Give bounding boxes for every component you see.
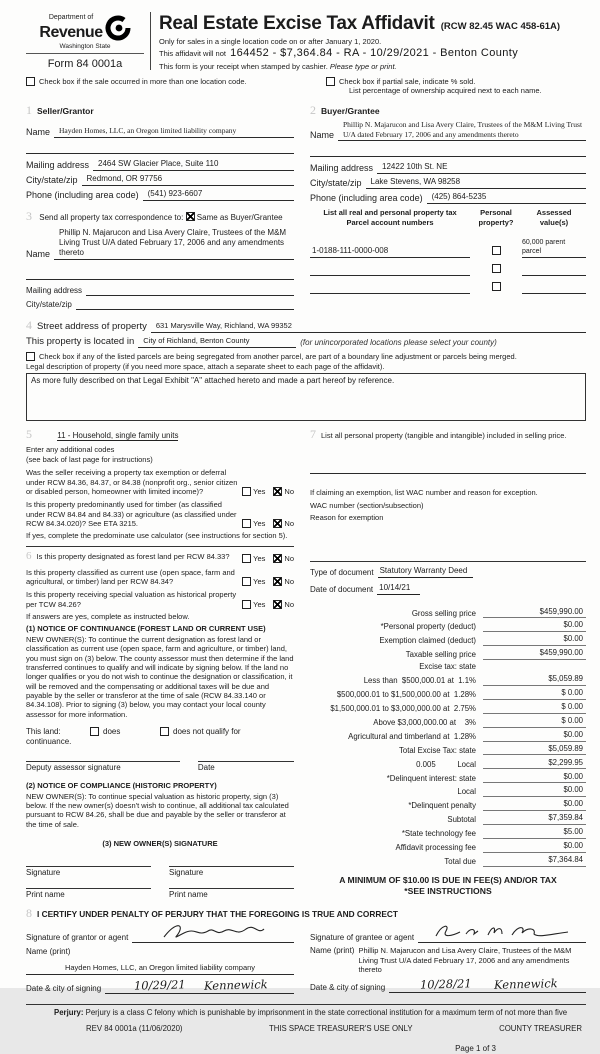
new-owners-signature-title: (3) NEW OWNER(S) SIGNATURE: [102, 839, 218, 848]
parcel-table: List all real and personal property tax Parcel account numbers Personal property? Assessed value(s) 1-0188-111-0000-008 60,000 parent parcel: [310, 208, 586, 294]
form-subtitle-3-emphasis: Please type or print.: [329, 61, 397, 71]
correspondence-mailing-field[interactable]: [86, 285, 294, 296]
section-6-number: 6: [26, 549, 32, 562]
seller-mailing-field[interactable]: 2464 SW Glacier Place, Suite 110: [93, 159, 294, 171]
correspondence-citystate-label: City/state/zip: [26, 299, 72, 309]
assessed-value-field-3[interactable]: [522, 283, 586, 294]
tax-correspondence-label: Send all property tax correspondence to:: [39, 212, 184, 222]
see-back-label: (see back of last page for instructions): [26, 454, 153, 464]
grantor-city-handwritten[interactable]: Kennewick: [203, 976, 268, 993]
dor-logo-block: [26, 10, 144, 72]
type-of-document-field[interactable]: Statutory Warranty Deed: [378, 566, 474, 578]
q1-no-checkbox[interactable]: [273, 487, 282, 496]
buyer-citystate-field[interactable]: Lake Stevens, WA 98258: [366, 177, 586, 189]
q1-yes-checkbox[interactable]: [242, 487, 251, 496]
section-5-number: 5: [26, 427, 32, 442]
parcel-number-field[interactable]: 1-0188-111-0000-008: [310, 246, 470, 258]
footer-divider: [26, 1004, 586, 1005]
personal-property-list-line[interactable]: [310, 464, 586, 474]
seller-name-field[interactable]: Hayden Homes, LLC, an Oregon limited liability company: [54, 126, 294, 137]
grantee-date-city-label: Date & city of signing: [310, 982, 386, 992]
doc-info-divider: [310, 561, 586, 562]
buyer-heading: Buyer/Grantee: [321, 106, 380, 117]
legal-description-box[interactable]: As more fully described on that Legal Exhibit "A" attached hereto and made a part hereof by reference.: [26, 373, 586, 421]
land-use-code-value[interactable]: 11 - Household, single family units: [57, 431, 179, 441]
grantee-signature-scribble: [432, 922, 572, 942]
current-use-question: Is this property classified as current use (open space, farm and agricultural, or timber) land per RCW 84.34?: [26, 567, 235, 586]
seller-section: [26, 103, 294, 309]
parcel-col2-header: Personal: [480, 208, 512, 218]
page-number: Page 1 of 3: [455, 1043, 496, 1053]
does-label: does: [103, 727, 121, 737]
q2-no-checkbox[interactable]: [273, 519, 282, 528]
q3-yes-checkbox[interactable]: [242, 554, 251, 563]
tax-correspondence-section: [26, 209, 294, 224]
q4-yes-checkbox[interactable]: [242, 577, 251, 586]
buyer-name-field[interactable]: Phillip N. Majarucon and Lisa Avery Claire, Trustees of the M&M Living Trust U/A dated February 17, 2006 and any amendments thereto: [338, 120, 586, 141]
logo-revenue-text: Revenue: [39, 23, 103, 41]
grantee-signature-line[interactable]: [418, 926, 586, 943]
header-divider: [150, 12, 151, 70]
treasurer-space-label: THIS SPACE TREASURER'S USE ONLY: [269, 1023, 413, 1033]
street-address-field[interactable]: 631 Marysville Way, Richland, WA 99352: [151, 321, 586, 332]
assessed-value-field-2[interactable]: [522, 265, 586, 276]
exemption-deferral-question: Was the seller receiving a property tax exemption or deferral under RCW 84.36, 84.37, or 84.38 (nonprofit org., senior citizen or disabled person, homeowner with limited income)?: [26, 468, 238, 496]
q5-no-checkbox[interactable]: [273, 600, 282, 609]
located-in-note: (for unincorporated locations please select your county): [300, 337, 497, 347]
timber-agriculture-question: Is this property predominantly used for timber (as classified under RCW 84.84 and 84.33) or agriculture (as classified under RCW 84.34.020)? See ETA 3215.: [26, 500, 237, 528]
deputy-date-line[interactable]: Date: [198, 761, 294, 773]
perjury-note: Perjury: Perjury is a class C felony which is punishable by imprisonment in the state correctional institution for a maximum term of not more than five: [54, 1008, 568, 1018]
certify-statement: I CERTIFY UNDER PENALTY OF PERJURY THAT THE FOREGOING IS TRUE AND CORRECT: [37, 909, 398, 920]
buyer-phone-field[interactable]: (425) 864-5235: [427, 192, 586, 204]
correspondence-name-field[interactable]: Phillip N. Majarucon and Lisa Avery Claire, Trustees of the M&M Living Trust U/A dated February 17, 2006 and any amendments thereto: [54, 228, 294, 260]
tax-row-value[interactable]: $459,990.00: [483, 607, 586, 619]
grantee-name-print-label: Name (print): [310, 946, 355, 956]
county-treasurer-label: COUNTY TREASURER: [499, 1023, 582, 1033]
new-owner-signature-line-1[interactable]: Signature: [26, 866, 151, 878]
seller-name-extra-line[interactable]: [26, 144, 294, 154]
grantee-city-handwritten[interactable]: Kennewick: [493, 975, 558, 992]
section-3-number: 3: [26, 208, 32, 223]
segregated-parcel-checkbox[interactable]: [26, 352, 35, 361]
ownership-percent-label: List percentage of ownership acquired next to each name.: [349, 86, 542, 95]
rev-form-id: REV 84 0001a (11/06/2020): [86, 1023, 183, 1033]
q2-yes-checkbox[interactable]: [242, 519, 251, 528]
tax-row-label: Gross selling price: [411, 608, 476, 618]
land-does-not-qualify-checkbox[interactable]: [160, 727, 169, 736]
personal-property-checkbox-2[interactable]: [492, 264, 501, 273]
historical-property-question: Is this property receiving special valuation as historical property per TCW 84.26?: [26, 590, 237, 609]
no-label: No: [284, 486, 294, 496]
section-7-number: 7: [310, 427, 316, 442]
same-as-buyer-label: Same as Buyer/Grantee: [196, 212, 283, 222]
grantee-date-handwritten[interactable]: 10/28/21: [419, 975, 472, 992]
see-instructions-note: *SEE INSTRUCTIONS: [404, 885, 492, 896]
new-owner-printname-line-2[interactable]: Print name: [169, 888, 294, 900]
top-checkbox-row: [26, 77, 586, 96]
form-title: Real Estate Excise Tax Affidavit: [159, 13, 435, 34]
section-4-number: 4: [26, 317, 32, 332]
logo-state-text: Washington State: [26, 43, 144, 54]
grantor-date-city-label: Date & city of signing: [26, 984, 102, 994]
forest-land-question: Is this property designated as forest land per RCW 84.33?: [36, 551, 230, 561]
form-rcw-ref: (RCW 82.45 WAC 458-61A): [440, 21, 561, 32]
form-number: Form 84 0001a: [47, 57, 123, 70]
partial-sale-checkbox[interactable]: [326, 77, 335, 86]
parcel-number-field-2[interactable]: [310, 265, 470, 276]
footer-row: [26, 1024, 586, 1034]
buyer-name-label: Name: [310, 129, 335, 140]
parcel-col3-header: Assessed: [536, 208, 572, 218]
grantor-name-print-label: Name (print): [26, 947, 71, 957]
correspondence-mailing-label: Mailing address: [26, 285, 83, 295]
grantee-signature-label: Signature of grantee or agent: [310, 933, 415, 943]
same-as-buyer-checkbox[interactable]: [186, 212, 195, 221]
partial-sale-label: Check box if partial sale, indicate % sold.: [339, 76, 476, 86]
section-8-number: 8: [26, 906, 32, 921]
grantee-name-print-field[interactable]: Phillip N. Majarucon and Lisa Avery Claire, Trustees of the M&M Living Trust U/A dated February 17, 2006 and any amendments thereto: [358, 946, 572, 975]
legal-description-label: Legal description of property (if you need more space, attach a separate sheet to each page of the affidavit).: [26, 362, 385, 371]
grantor-signature-label: Signature of grantor or agent: [26, 933, 129, 943]
personal-property-checkbox-1[interactable]: [492, 246, 501, 255]
segregated-parcel-label: Check box if any of the listed parcels are being segregated from another parcel, are part of a boundary line adjustment or parcels being merged.: [39, 351, 517, 361]
buyer-phone-label: Phone (including area code): [310, 192, 423, 203]
seller-phone-field[interactable]: (541) 923-6607: [143, 189, 294, 201]
if-yes-note: If answers are yes, complete as instructed below.: [26, 612, 190, 621]
revenue-swirl-logo-icon: [105, 15, 131, 41]
form-subtitle-2-prefix: This affidavit will not: [159, 49, 226, 59]
q5-yes-checkbox[interactable]: [242, 600, 251, 609]
q3-no-checkbox[interactable]: [273, 554, 282, 563]
buyer-citystate-label: City/state/zip: [310, 177, 362, 188]
personal-property-list-label: List all personal property (tangible and intangible) included in selling price.: [321, 431, 567, 441]
property-address-section: [26, 318, 586, 422]
q4-no-checkbox[interactable]: [273, 577, 282, 586]
buyer-mailing-label: Mailing address: [310, 162, 374, 173]
new-owner-signature-line-2[interactable]: Signature: [169, 866, 294, 878]
enter-codes-label: Enter any additional codes: [26, 445, 115, 455]
notice-continuance-body: NEW OWNER(S): To continue the current designation as forest land or classification as current use (open space, farm and agriculture, or timber) land, you must sign on (3) below. The county assessor must then determine if the land transferred continues to qualify and will indicate by signing below. If the land no longer qualifies or you do not wish to continue the designation or classification, it will be removed and the compensating or additional taxes will be due and payable by the seller or transferor at the time of sale (RCW 84.33.140 or 84.34.108). Prior to signing (3) below, you may contact your local county assessor for more information.: [26, 634, 294, 719]
correspondence-extra-line[interactable]: [26, 270, 294, 280]
form-subtitle-3: This form is your receipt when stamped by cashier.: [159, 61, 328, 71]
certification-section: [26, 906, 586, 994]
buyer-mailing-field[interactable]: 12422 10th St. NE: [377, 162, 586, 174]
located-in-field[interactable]: City of Richland, Benton County: [138, 336, 296, 347]
this-land-label: This land: continuance.: [26, 727, 72, 747]
form-header: [26, 10, 586, 72]
cashier-stamp-text: 164452 - $7,364.84 - RA - 10/29/2021 - Benton County: [230, 47, 519, 60]
multi-location-label: Check box if the sale occurred in more than one location code.: [39, 76, 247, 86]
multi-location-checkbox[interactable]: [26, 77, 35, 86]
deputy-assessor-signature-line[interactable]: Deputy assessor signature: [26, 761, 180, 773]
date-of-document-label: Date of document: [310, 584, 374, 594]
buyer-section: [310, 103, 586, 309]
new-owner-printname-line-1[interactable]: Print name: [26, 888, 151, 900]
notice-continuance-title: (1) NOTICE OF CONTINUANCE (FOREST LAND OR CURRENT USE): [26, 624, 266, 634]
does-not-label: does not qualify for: [173, 727, 241, 737]
predominate-use-note: If yes, complete the predominate use calculator (see instructions for section 5).: [26, 531, 288, 541]
type-of-document-label: Type of document: [310, 567, 374, 577]
personal-property-checkbox-3[interactable]: [492, 282, 501, 291]
reason-exemption-label: Reason for exemption: [310, 513, 384, 523]
notice-compliance-title: (2) NOTICE OF COMPLIANCE (HISTORIC PROPERTY): [26, 781, 217, 791]
excise-tax-table: Gross selling price $459,990.00 *Personal property (deduct) $0.00 Exemption claimed (deduct) $0.00 Taxable selling price $459,990.00 Excise tax: state Less than $500,000.01 at 1.1% $5,059.89 $500,000.01 to $1,500,000.00 at 1.28% $ 0.00 $1,500,000.01 to $3,000,000.00 at 2.75% $ 0.00 Above $3,000,000.00 at 3% $ 0.00 Agricultural and timberland at 1.28% $0.00 Total Excise Tax: state $5,059.89 0.005 Local $2,299.95 *Delinquent interest: state $0.00 Local $0.00 *Delinquent penalty $0.00 Subtotal $7,359.84 *State technology fee $5.00 Affidavit processing fee $0.00 Total due $7,364.84: [310, 607, 586, 867]
land-use-code-section: [26, 427, 294, 442]
seller-heading: Seller/Grantor: [37, 106, 94, 117]
minimum-due-note: A MINIMUM OF $10.00 IS DUE IN FEE(S) AND/OR TAX: [339, 874, 557, 885]
seller-citystate-field[interactable]: Redmond, OR 97756: [82, 174, 294, 186]
land-does-qualify-checkbox[interactable]: [90, 727, 99, 736]
exemption-wac-note: If claiming an exemption, list WAC number and reason for exception.: [310, 488, 538, 498]
date-of-document-field[interactable]: 10/14/21: [377, 583, 420, 595]
street-address-label: Street address of property: [37, 320, 147, 332]
grantor-date-handwritten[interactable]: 10/29/21: [133, 977, 186, 993]
seller-name-label: Name: [26, 126, 51, 137]
parcel-number-field-3[interactable]: [310, 283, 470, 294]
parcel-col1-header: List all real and personal property tax: [323, 208, 457, 218]
notice-compliance-body: NEW OWNER(S): To continue special valuation as historic property, sign (3) below. If the new owner(s) doesn't wish to continue, all additional tax calculated pursuant to RCW 84.26, shall be due and payable by the seller or transferor at the time of sale.: [26, 791, 289, 829]
grantor-signature-line[interactable]: [132, 926, 294, 943]
located-in-label: This property is located in: [26, 335, 135, 347]
reet-affidavit-page: Department of Revenue Washington State Form 84 0001a Real Estate Excise Tax Affidavit (RCW 82.45 WAC 458-61A) Only for sales in a single location code on or after January 1, 2020. This affidavit will not 164452 - $7,364.84 - RA - 10/29/2021 - Benton County This form is your receipt when stamped by cashier. Please type or print. Check box if the sale occurred in more than one location code. Check box if partial sale, indicate % sold. List percentage of ownership acquired next to each name. 1 Seller/Grantor Name Hayden Homes, LLC, an Oregon limited liability company Mailing address 2464 SW Glacier Place, Suite 110 City/state/zip Redmond, OR 97756 Phone (including area code) (541) 923-6607 3 Send all property tax correspondence to: Same as Buyer/Grantee Name Phillip N. Majarucon and Lisa Avery Claire, Trustees of the M&M Living Trust U/A dated February 17, 2006 and any amendments thereto Mailing address City/state/zip 2 Buyer/Grantee Name Phillip N. Majarucon and Lisa Avery Claire, Trustees of the M&M Living Trust U/A dated February 17, 2006 and any amendments thereto Mailing address 12422 10th St. NE City/state/zip Lake Stevens, WA 98258 Phone (including area code) (425) 864-5235 List all real and personal property tax Parcel account numbers Personal property? Assessed value(s) 1-0188-111-0000-008 60,000 parent parcel 4 Street address of property 631 Marysville Way, Richland, WA 99352 This property is located in City of Richland, Benton County (for unincorporated locations please select your county) Check box if any of the listed parcels are being segregated from another parcel, are part of a boundary line adjustment or parcels being merged. Legal description of property (if you need more space, attach a separate sheet to each page of the affidavit). As more fully described on that Legal Exhibit "A" attached hereto and made a part hereof by reference. 5 11 - Household, single family units Enter any additional codes (see back of last page for instructions) Was the seller receiving a property tax exemption or deferral under RCW 84.36, 84.37, or 84.38 (nonprofit org., senior citizen or disabled person, homeowner with limited income)? Yes No Is this property predominantly used for timber (as classified under RCW 84.84 and 84.33) or agriculture (as classified under RCW 84.34.020)? See ETA 3215. Yes No If yes, complete the predominate use calculator (see instructions for section 5). 6 Is this property designated as forest land per RCW 84.33? Yes No Is this property classified as current use (open space, farm and agricultural, or timber) land per RCW 84.34? Yes No Is this property receiving special valuation as historical property per TCW 84.26? Yes No If answers are yes, complete as instructed below. (1) NOTICE OF CONTINUANCE (FOREST LAND OR CURRENT USE) NEW OWNER(S): To continue the current designation as forest land or classification as current use (open space, farm and agriculture, or timber) land, you must sign on (3) below. The county assessor must then determine if the land transferred continues to qualify and will indicate by signing below. If the land no longer qualifies or you do not wish to continue the designation or classification, it will be removed and the compensating or additional taxes will be due and payable by the seller or transferor at the time of sale (RCW 84.33.140 or 84.34.108). Prior to signing (3) below, you may contact your local county assessor for more information. This land: continuance. does does not qualify for Deputy assessor signature Date (2) NOTICE OF COMPLIANCE (HISTORIC PROPERTY) NEW OWNER(S): To continue special valuation as historic property, sign (3) below. If the new owner(s) doesn't wish to continue, all additional tax calculated pursuant to RCW 84.26, shall be due and payable by the seller or transferor at the time of sale. (3) NEW OWNER(S) SIGNATURE Signature Signature Print name Print name 7 List all personal property (tangible and intangible) included in selling price. If claiming an exemption, list WAC number and reason for exception. WAC number (section/subsection) Reason for exemption Type of document Statutory Warranty Deed Date of document 10/14/21 Gross selling price $459,990.00 *Personal property (deduct) $0.00 Exemption claimed (deduct) $0.00 Taxable selling price $459,990.00 Excise tax: state Less than $500,000.01 at 1.1% $5,059.89 $500,000.01 to $1,500,000.00 at 1.28% $ 0.00 $1,500,000.01 to $3,000,000.00 at 2.75% $ 0.00 Above $3,000,000.00 at 3% $ 0.00 Agricultural and timberland at 1.28% $0.00 Total Excise Tax: state $5,059.89 0.005 Local $2,299.95 *Delinquent interest: state $0.00 Local $0.00 *Delinquent penalty $0.00 Subtotal $7,359.84 *State technology fee $5.00 Affidavit processing fee $0.00 Total due $7,364.84 A MINIMUM OF $10.00 IS DUE IN FEE(S) AND/OR TAX *SEE INSTRUCTIONS 8 I CERTIFY UNDER PENALTY OF PERJURY THAT THE FOREGOING IS TRUE AND CORRECT Signature of grantor or agent Name (print) Hayden Homes, LLC, an Oregon limited liability company Date & city of signing 10/29/21 Kennewick Signature of grantee or agent Name (print) Phillip N. Majarucon and Lisa Avery Claire, Trustees of the M&M Living Trust U/A dated February 17, 2006 and any amendments thereto Date & city of signing 10/28/21 Kennewick Perjury: Perjury is a class C felony which is punishable by imprisonment in the state correctional institution for a maximum term of not more than five REV 84 0001a (11/06/2020) THIS SPACE TREASURER'S USE ONLY COUNTY TREASURER Page 1 of 3: [0, 0, 600, 988]
form-subtitle-1: Only for sales in a single location code on or after January 1, 2020.: [159, 36, 382, 46]
correspondence-name-label: Name: [26, 248, 51, 259]
grantor-name-print-field[interactable]: Hayden Homes, LLC, an Oregon limited liability company: [26, 963, 294, 974]
seller-citystate-label: City/state/zip: [26, 174, 78, 185]
wac-number-label: WAC number (section/subsection): [310, 500, 424, 510]
section-1-number: 1: [26, 103, 32, 118]
yes-label: Yes: [253, 486, 266, 496]
forest-land-section: 6 Is this property designated as forest land per RCW 84.33? Yes No Is this property classified as current use (open space, farm and agricultural, or timber) land per RCW 84.34? Yes No Is this property receiving special valuation as historical property per TCW 84.26? Yes No If answers are yes, complete as instructed below. (1) NOTICE OF CONTINUANCE (FOREST LAND OR CURRENT USE) NEW OWNER(S): To continue the current designation as forest land or classification as current use (open space, farm and agriculture, or timber) land, you must sign on (3) below. The county assessor must then determine if the land transferred continues to qualify and will indicate by signing below. If the land no longer qualifies or you do not wish to continue the designation or classification, it will be removed and the compensating or additional taxes will be due and payable by the seller or transferor at the time of sale (RCW 84.33.140 or 84.34.108). Prior to signing (3) below, you may contact your local county assessor for more information. This land: continuance. does does not qualify for Deputy assessor signature Date (2) NOTICE OF COMPLIANCE (HISTORIC PROPERTY) NEW OWNER(S): To continue special valuation as historic property, sign (3) below. If the new owner(s) doesn't wish to continue, all additional tax calculated pursuant to RCW 84.26, shall be due and payable by the seller or transferor at the time of sale. (3) NEW OWNER(S) SIGNATURE Signature Signature Print name Print name: [26, 549, 294, 900]
logo-dept-text: Department of: [48, 14, 94, 21]
assessed-value-field-1[interactable]: 60,000 parent parcel: [522, 239, 586, 259]
grantor-signature-scribble: [158, 922, 268, 942]
seller-mailing-label: Mailing address: [26, 159, 90, 170]
section-2-number: 2: [310, 103, 316, 118]
seller-phone-label: Phone (including area code): [26, 189, 139, 200]
buyer-name-extra-line[interactable]: [310, 147, 586, 157]
correspondence-citystate-field[interactable]: [76, 299, 294, 310]
section-divider: [26, 546, 294, 547]
